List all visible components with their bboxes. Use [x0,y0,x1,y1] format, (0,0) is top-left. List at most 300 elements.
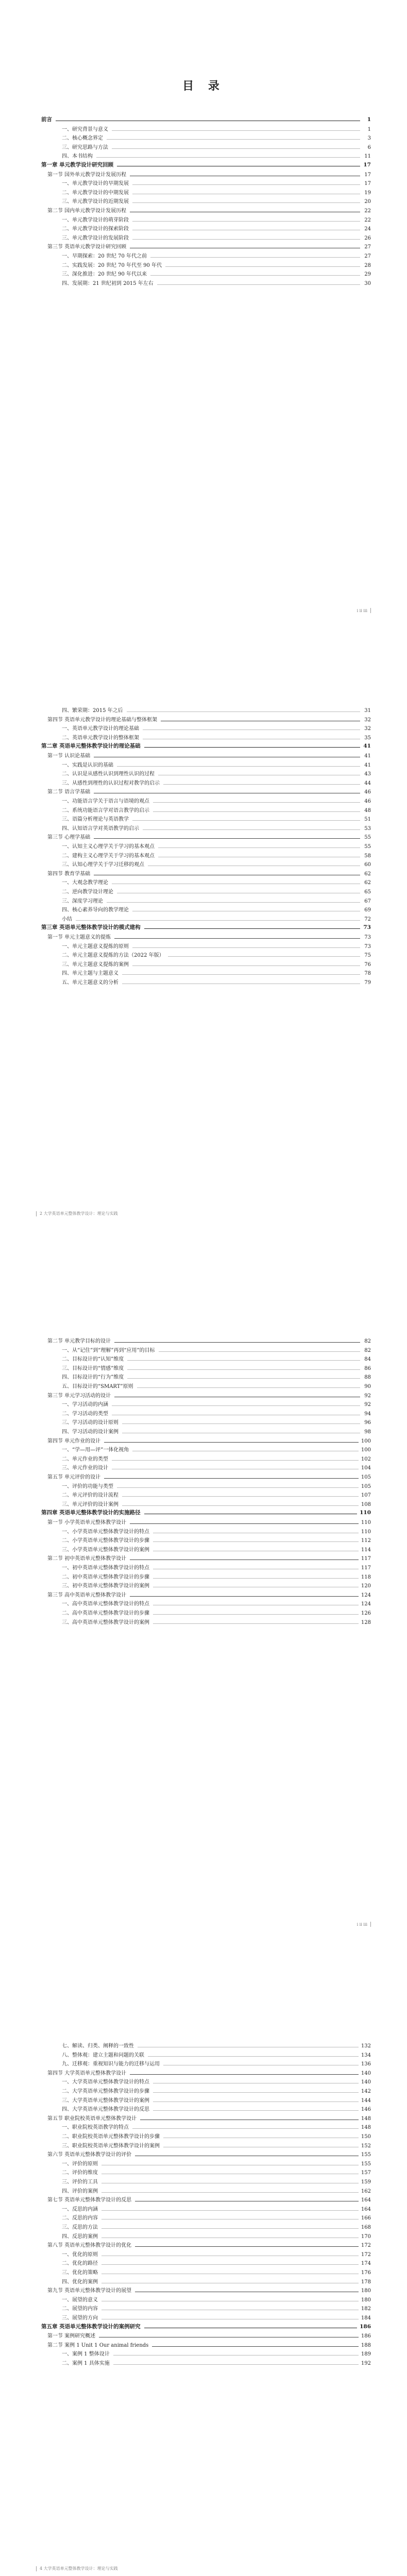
toc-page-number: 51 [364,817,371,823]
toc-leader-line [148,2056,359,2057]
toc-chapter-entry[interactable] [41,2323,371,2330]
toc-item-entry[interactable] [62,2050,371,2058]
toc-section-entry[interactable] [47,2286,371,2294]
toc-item-entry[interactable] [62,978,371,986]
toc-section-entry[interactable] [47,2150,371,2158]
toc-page-number: 60 [364,862,371,868]
toc-leader-line [101,2192,359,2193]
toc-page-number: 110 [361,1520,371,1526]
toc-item-entry[interactable] [62,1500,371,1507]
toc-section-entry[interactable] [47,2114,371,2122]
toc-page-number: 164 [361,2197,371,2204]
toc-page-number: 20 [364,199,371,205]
toc-page-number: 170 [361,2233,371,2240]
toc-item-entry[interactable] [62,1545,371,1553]
toc-item-entry[interactable] [62,2059,371,2067]
toc-entry-label: 第三节 单元学习活动的设计 [47,1393,111,1399]
toc-page-number: 117 [361,1556,371,1562]
toc-section-entry[interactable] [47,1554,371,1562]
toc-entry-label: 一、研究背景与意义 [62,126,108,132]
toc-section-entry[interactable] [47,170,371,178]
toc-item-entry[interactable] [62,1536,371,1544]
toc-page-number: 166 [361,2215,371,2222]
toc-entry-label: 二、案例 1 具体实施 [62,2361,110,2366]
toc-entry-label: 第四节 单元作业的设计 [47,1438,101,1444]
toc-item-entry[interactable] [62,2359,371,2366]
toc-item-entry[interactable] [62,224,371,232]
toc-section-entry[interactable] [47,1336,371,1344]
toc-item-entry[interactable] [62,2259,371,2266]
toc-item-entry[interactable] [62,851,371,859]
toc-entry-label: 一、优化的原则 [62,2251,98,2258]
toc-entry-label: 一、评价的原则 [62,2161,98,2167]
toc-leader-line [153,802,360,803]
toc-item-entry[interactable] [62,143,371,150]
toc-leader-line [132,965,360,966]
toc-item-entry[interactable] [62,842,371,850]
toc-leader-line [122,1505,359,1506]
toc-item-entry[interactable] [62,2168,371,2176]
toc-section-entry[interactable] [47,1590,371,1598]
toc-entry-label: 二、大学英语单元整体教学设计的步骤 [62,2089,149,2094]
toc-item-entry[interactable] [62,2087,371,2094]
toc-page-number: 17 [364,181,371,187]
toc-chapter-entry[interactable] [41,1509,371,1516]
toc-entry-label: 四、学习活动的设计案例 [62,1429,118,1435]
toc-item-entry[interactable] [62,2349,371,2357]
toc-section-entry[interactable] [47,2069,371,2076]
toc-item-entry[interactable] [62,2295,371,2303]
toc-entry-label: 二、展望的内容 [62,2306,98,2312]
toc-item-entry[interactable] [62,1409,371,1417]
toc-entry-label: 一、单元教学设计的萌芽阶段 [62,217,129,223]
toc-page-number: 46 [364,789,371,795]
toc-leader-line [130,1523,359,1524]
toc-leader-line [101,2210,359,2211]
toc-page-number: 6 [367,144,371,150]
toc-chapter-entry[interactable] [41,115,371,123]
toc-entry-label: 一、展望的意义 [62,2297,98,2303]
toc-item-entry[interactable] [62,2250,371,2258]
toc-entry-label: 第四节 大学英语单元整体教学设计 [47,2070,127,2076]
toc-entry-label: 一、从“记住”到“理解”再到“应用”的目标 [62,1347,155,1353]
toc-leader-line [144,747,360,748]
toc-page-number: 180 [361,2297,371,2303]
toc-page-number: 24 [364,226,371,232]
toc-entry-label: 第一章 单元教学设计研究回顾 [41,162,114,168]
toc-section-entry[interactable] [47,2195,371,2203]
toc-entry-label: 二、英语单元教学设计的整体框架 [62,735,139,741]
toc-item-entry[interactable] [62,269,371,277]
toc-entry-label: 三、从感性到理性的认识过程对教学的启示 [62,780,160,786]
toc-entry-label: 二、单元评价的设计流程 [62,1493,118,1499]
toc-entry-label: 四、优化的案例 [62,2279,98,2285]
toc-entry-label: 一、高中英语单元整体教学设计的特点 [62,1601,149,1607]
toc-entry-label: 四、核心素养导向的教学理论 [62,907,129,913]
toc-page-number: 132 [361,2043,371,2049]
toc-leader-line [94,838,360,839]
toc-entry-label: 二、实践发展：20 世纪 70 年代至 90 年代 [62,262,162,268]
toc-section-entry[interactable] [47,751,371,759]
toc-page-number: 22 [364,208,371,214]
toc-entry-label: 三、小学英语单元整体教学设计的案例 [62,1547,149,1553]
toc-entry-label: 三、单元主题意义提炼的案例 [62,961,129,968]
toc-entry-label: 四、本书结构 [62,154,93,160]
toc-item-entry[interactable] [62,188,371,196]
toc-page-number: 134 [361,2052,371,2058]
toc-page-number: 142 [361,2089,371,2094]
toc-item-entry[interactable] [62,2096,371,2104]
toc-page-number: 110 [361,1529,371,1535]
page-footer [357,1922,371,1927]
toc-section-entry[interactable] [47,715,371,723]
toc-item-entry[interactable] [62,760,371,768]
toc-chapter-entry[interactable] [41,923,371,931]
toc-page-number: 182 [361,2306,371,2312]
toc-item-entry[interactable] [62,2304,371,2312]
toc-item-entry[interactable] [62,896,371,904]
toc-item-entry[interactable] [62,1346,371,1353]
toc-entry-label: 一、实践是认识的基础 [62,762,113,768]
toc-entry-label: 一、早期探索：20 世纪 70 年代之前 [62,253,147,259]
toc-entry-label: 一、英语单元教学设计的理论基础 [62,726,139,732]
toc-chapter-entry[interactable] [41,742,371,750]
toc-page-number: 17 [364,172,371,178]
toc-page-number: 108 [361,1501,371,1507]
toc-item-entry[interactable] [62,1418,371,1426]
toc-item-entry[interactable] [62,1463,371,1471]
toc-page-number: 105 [361,1483,371,1489]
toc-page-number: 128 [361,1619,371,1625]
toc-section-entry[interactable] [47,1472,371,1480]
toc-section-entry[interactable] [47,1436,371,1444]
toc-item-entry[interactable] [62,824,371,832]
toc-page-number: 1 [367,126,371,132]
toc-item-entry[interactable] [62,179,371,187]
toc-item-entry[interactable] [62,960,371,968]
toc-page-number: 11 [364,154,371,160]
toc-item-entry[interactable] [62,279,371,286]
toc-leader-line [112,1460,359,1461]
toc-item-entry[interactable] [62,706,371,714]
toc-entry-label: 第一节 单元主题意义的提炼 [47,935,111,940]
toc-page-number: 172 [361,2251,371,2258]
toc-entry-label: 三、研究思路与方法 [62,144,108,150]
toc-leader-line [122,1496,359,1497]
toc-item-entry[interactable] [62,778,371,786]
toc-item-entry[interactable] [62,2177,371,2185]
toc-entry-label: 第九节 英语单元整体教学设计的展望 [47,2288,132,2294]
toc-leader-line [150,257,360,258]
toc-leader-line [127,1369,360,1370]
toc-page-number: 144 [361,2097,371,2104]
toc-page-number: 114 [361,1547,371,1553]
toc-entry-label: 三、优化的策略 [62,2270,98,2276]
toc-leader-line [153,1578,359,1579]
toc-page-number: 164 [361,2206,371,2212]
toc-item-entry[interactable] [62,942,371,950]
toc-entry-label: 三、评价的工具 [62,2179,98,2185]
toc-item-entry[interactable] [62,133,371,141]
toc-item-entry[interactable] [62,2187,371,2194]
toc-page-number: 62 [364,871,371,877]
footer-text: i ii iii [357,608,367,613]
toc-item-entry[interactable] [62,806,371,814]
toc-item-entry[interactable] [62,233,371,241]
toc-item-entry[interactable] [62,769,371,777]
toc-item-entry[interactable] [62,1608,371,1616]
page-footer [357,608,371,613]
toc-item-entry[interactable] [62,1581,371,1589]
toc-section-entry[interactable] [47,2331,371,2339]
toc-entry-label: 三、初中英语单元整体教学设计的案例 [62,1583,149,1589]
toc-page-number: 32 [364,717,371,723]
footer-divider [36,1211,37,1216]
toc-page-number: 67 [364,898,371,904]
toc-entry-label: 四、单元主题与主题意义 [62,971,118,977]
toc-page-number: 192 [361,2361,371,2366]
toc-page-number: 155 [361,2152,371,2158]
toc-page-number: 178 [361,2279,371,2285]
toc-entry-label: 三、认知心理学关于学习迁移的观点 [62,862,144,868]
toc-page-number: 188 [361,2342,371,2348]
toc-leader-line [104,1442,359,1443]
toc-page-number: 72 [364,916,371,922]
toc-entry-label: 四、繁荣期：2015 年之后 [62,708,123,714]
toc-leader-line [137,1387,360,1388]
toc-section-entry[interactable] [47,933,371,940]
toc-item-entry[interactable] [62,1482,371,1489]
toc-entry-label: 一、职业院校英语教学的特点 [62,2125,129,2131]
toc-item-entry[interactable] [62,878,371,886]
toc-item-entry[interactable] [62,1563,371,1571]
toc-item-entry[interactable] [62,215,371,223]
toc-item-entry[interactable] [62,860,371,868]
footer-text: i ii iii [357,1922,367,1927]
toc-leader-line [144,928,360,929]
toc-leader-line [127,1360,360,1361]
toc-page-number: 29 [364,272,371,278]
toc-page-number: 22 [364,217,371,223]
toc-entry-label: 二、系统功能语言学对语言教学的启示 [62,807,149,814]
toc-item-entry[interactable] [62,1599,371,1607]
toc-entry-label: 三、单元教学设计的近期发展 [62,199,129,205]
toc-chapter-entry[interactable] [41,161,371,168]
toc-item-entry[interactable] [62,2232,371,2240]
toc-page-number: 118 [361,1574,371,1580]
toc-page-number: 46 [364,799,371,804]
toc-entry-label: 第三节 高中英语单元整体教学设计 [47,1592,127,1598]
toc-entry-label: 第二节 案例 1 Unit 1 Our animal friends [47,2342,149,2348]
toc-item-entry[interactable] [62,2313,371,2321]
toc-entry-label: 二、反思的内容 [62,2215,98,2222]
toc-item-entry[interactable] [62,2077,371,2085]
toc-item-entry[interactable] [62,125,371,132]
toc-item-entry[interactable] [62,1382,371,1389]
toc-leader-line [157,284,360,285]
toc-item-entry[interactable] [62,1618,371,1625]
toc-entry-label: 第一节 国外单元教学设计发展历程 [47,172,127,178]
toc-item-entry[interactable] [62,261,371,268]
toc-section-entry[interactable] [47,787,371,795]
toc-page-number: 73 [363,924,371,931]
toc-title: 目 录 [182,79,225,93]
toc-entry-label: 前言 [41,116,52,123]
toc-entry-label: 二、学习活动的类型 [62,1411,108,1417]
toc-page-number: 172 [361,2243,371,2249]
toc-page-number: 146 [361,2107,371,2113]
toc-item-entry[interactable] [62,1400,371,1408]
toc-page-number: 92 [364,1402,371,1408]
toc-page-number: 17 [363,162,371,168]
toc-page-number: 3 [367,135,371,142]
toc-entry-label: 三、职业院校英语单元整体教学设计的案例 [62,2143,160,2149]
toc-item-entry[interactable] [62,1364,371,1371]
toc-entry-label: 一、功能语言学关于语言与语境的观点 [62,799,149,804]
toc-page-number: 53 [364,825,371,832]
toc-leader-line [107,139,360,140]
toc-entry-label: 二、逆向教学设计理论 [62,889,113,895]
toc-item-entry[interactable] [62,733,371,741]
toc-page-number: 110 [360,1510,371,1516]
toc-item-entry[interactable] [62,969,371,976]
toc-page-number: 84 [364,1357,371,1363]
toc-item-entry[interactable] [62,2105,371,2112]
toc-entry-label: 第四节 教育学基础 [47,871,91,877]
toc-page-number: 159 [361,2179,371,2185]
toc-item-entry[interactable] [62,151,371,159]
toc-section-entry[interactable] [47,2341,371,2348]
toc-page-number: 41 [363,743,371,750]
toc-item-entry[interactable] [62,1572,371,1580]
toc-leader-line [153,2092,359,2093]
toc-page-number: 168 [361,2225,371,2230]
toc-item-entry[interactable] [62,724,371,732]
toc-section-entry[interactable] [47,1391,371,1399]
toc-leader-line [127,1378,360,1379]
toc-leader-line [132,184,360,185]
toc-section-entry[interactable] [47,833,371,840]
toc-item-entry[interactable] [62,1445,371,1453]
toc-entry-label: 第七节 英语单元整体教学设计的反思 [47,2197,132,2204]
toc-item-entry[interactable] [62,2159,371,2167]
footer-divider [370,1922,371,1927]
toc-item-entry[interactable] [62,2205,371,2212]
toc-item-entry[interactable] [62,2277,371,2285]
toc-section-entry[interactable] [47,206,371,214]
toc-page-number: 104 [361,1465,371,1471]
toc-page-number: 31 [364,708,371,714]
toc-leader-line [122,974,360,975]
toc-item-entry[interactable] [62,887,371,895]
toc-page-number: 73 [364,935,371,940]
toc-leader-line [114,1342,360,1343]
toc-page-number: 62 [364,880,371,886]
toc-leader-line [159,1351,360,1352]
toc-item-entry[interactable] [62,1490,371,1498]
toc-item-entry[interactable] [62,905,371,913]
toc-item-entry[interactable] [62,1454,371,1462]
toc-entry-label: 一、大观念教学理论 [62,880,108,886]
toc-page-number: 148 [361,2115,371,2122]
toc-page-number: 152 [361,2143,371,2149]
toc-page-number: 96 [364,1420,371,1426]
toc-entry-label: 第五节 单元评价的设计 [47,1475,101,1480]
toc-item-entry[interactable] [62,2223,371,2230]
toc-entry-label: 二、认识是从感性认识到理性认识的过程 [62,771,155,777]
toc-entry-label: 三、高中英语单元整体教学设计的案例 [62,1619,149,1625]
toc-entry-label: 二、评价的维度 [62,2170,98,2176]
toc-page-number: 94 [364,1411,371,1417]
toc-item-entry[interactable] [62,2041,371,2049]
toc-item-entry[interactable] [62,251,371,259]
toc-section-entry[interactable] [47,869,371,877]
toc-entry-label: 第五章 英语单元整体教学设计的案例研究 [41,2323,141,2330]
toc-entry-label: 九、迁移观：重视知识与能力的迁移与运用 [62,2061,160,2067]
toc-entry-label: 第三章 英语单元整体教学设计的模式建构 [41,924,141,931]
toc-item-entry[interactable] [62,914,371,922]
toc-page-number: 26 [364,235,371,241]
toc-page-number: 189 [361,2351,371,2358]
toc-page-number: 102 [361,1456,371,1462]
toc-page-number: 65 [364,889,371,895]
toc-item-entry[interactable] [62,2141,371,2149]
toc-item-entry[interactable] [62,2268,371,2276]
toc-leader-line [101,2264,359,2265]
toc-entry-label: 第一节 小学英语单元整体教学设计 [47,1520,127,1526]
toc-entry-label: 二、职业院校英语单元整体教学设计的步骤 [62,2134,160,2140]
toc-section-entry[interactable] [47,2241,371,2248]
toc-item-entry[interactable] [62,2123,371,2130]
toc-page-number: 136 [361,2061,371,2067]
toc-item-entry[interactable] [62,815,371,822]
toc-entry-label: 二、单元作业的类型 [62,1456,108,1462]
toc-section-entry[interactable] [47,1518,371,1526]
toc-page-number: 78 [364,971,371,977]
toc-entry-label: 二、目标设计的“认知”维度 [62,1357,124,1363]
toc-item-entry[interactable] [62,1427,371,1435]
toc-entry-label: 七、解读、归类、阐释的一致性 [62,2043,134,2049]
toc-entry-label: 四、目标设计的“行为”维度 [62,1375,124,1381]
toc-leader-line [130,1596,359,1597]
toc-entry-label: 八、整体观：建立主题和问题的关联 [62,2052,144,2058]
toc-entry-label: 第六节 英语单元整体教学设计的评价 [47,2152,132,2158]
toc-item-entry[interactable] [62,796,371,804]
toc-entry-label: 二、优化的路径 [62,2261,98,2267]
toc-item-entry[interactable] [62,2213,371,2221]
toc-entry-label: 三、展望的方向 [62,2315,98,2321]
toc-leader-line [112,148,360,149]
toc-item-entry[interactable] [62,951,371,958]
toc-page-number: 86 [364,1365,371,1371]
toc-entry-label: 一、单元主题意义提炼的原则 [62,943,129,950]
toc-item-entry[interactable] [62,2132,371,2140]
toc-item-entry[interactable] [62,1372,371,1380]
page-footer [36,2566,118,2571]
toc-page-number: 73 [364,943,371,950]
toc-entry-label: 二、核心概念界定 [62,135,103,142]
toc-entry-label: 三、反思的方法 [62,2225,98,2230]
toc-item-entry[interactable] [62,1527,371,1535]
toc-item-entry[interactable] [62,197,371,205]
toc-entry-label: 四、反思的案例 [62,2233,98,2240]
toc-leader-line [107,902,360,903]
toc-item-entry[interactable] [62,1354,371,1362]
toc-entry-label: 三、单元作业的设计 [62,1465,108,1471]
toc-section-entry[interactable] [47,242,371,250]
toc-leader-line [117,1487,359,1488]
toc-entry-label: 三、深度学习理论 [62,898,103,904]
